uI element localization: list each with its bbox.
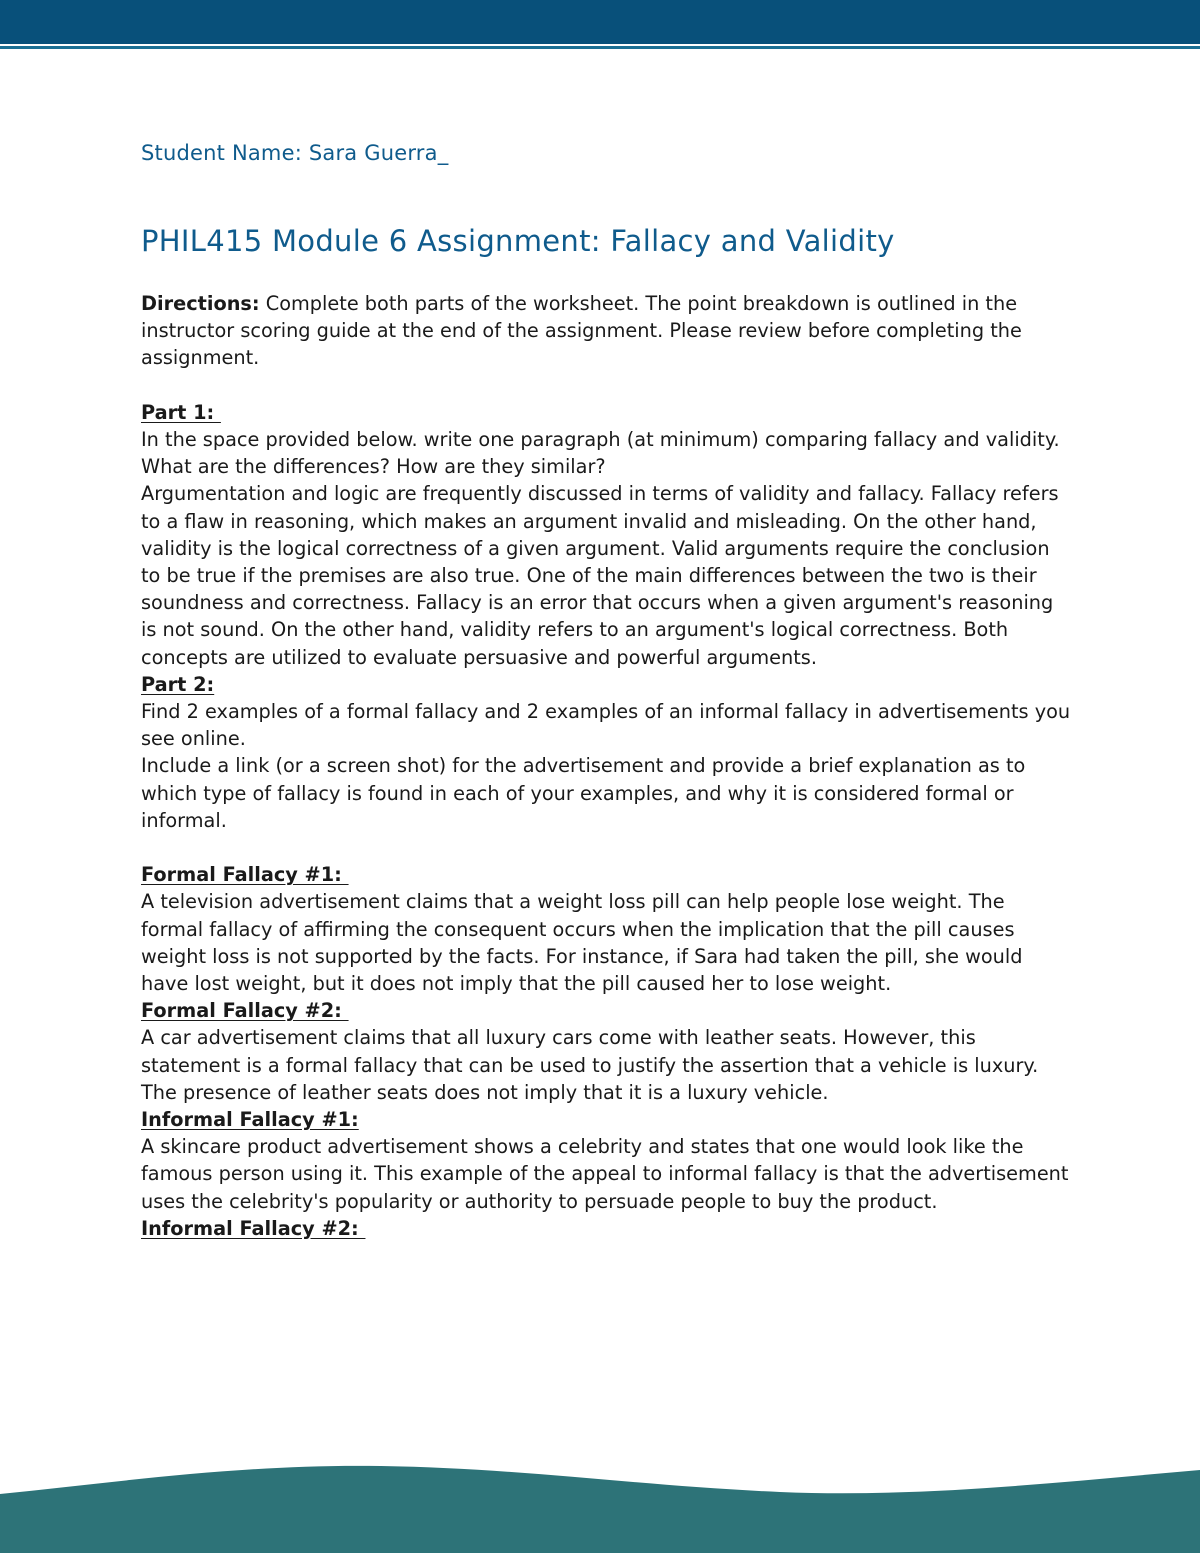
spacer <box>141 834 1071 861</box>
header-rule <box>0 46 1200 49</box>
part1-answer: Argumentation and logic are frequently discussed in terms of validity and fallacy. Fallacy refers to a flaw in reasoning, which makes an argument invalid and misleading. On the other hand, validity is the logical correctness of a given argument. Valid arguments require the conclusion to be true if the premises are also true. One of the main differences between the two is their soundness and correctness. Fallacy is an error that occurs when a given argument's reasoning is not sound. On the other hand, validity refers to an argument's logical correctness. Both concepts are utilized to evaluate persuasive and powerful arguments. <box>141 482 1059 669</box>
formal-fallacy-1-heading-line <box>141 861 1071 888</box>
student-name: Student Name: Sara Guerra_ <box>141 141 449 165</box>
informal-fallacy-2-heading-line <box>141 1215 1071 1242</box>
informal-fallacy-1-heading-line <box>141 1106 1071 1133</box>
header-band <box>0 0 1200 44</box>
directions-label: Directions: <box>141 292 260 315</box>
part2-heading-line <box>141 671 1071 698</box>
page-title: PHIL415 Module 6 Assignment: Fallacy and Validity <box>141 224 895 258</box>
formal-fallacy-2-heading: Formal Fallacy #2: <box>141 999 349 1023</box>
directions-text: Complete both parts of the worksheet. The point breakdown is outlined in the instructor scoring guide at the end of the assignment. Please review before completing the assignment. <box>141 292 1022 370</box>
directions-paragraph <box>141 290 1071 372</box>
informal-fallacy-2-heading: Informal Fallacy #2: <box>141 1216 366 1240</box>
footer-wave-shape <box>0 1466 1200 1553</box>
formal-fallacy-1-heading: Formal Fallacy #1: <box>141 863 349 887</box>
part2-prompt-2: Include a link (or a screen shot) for the advertisement and provide a brief explanation as to which type of fallacy is found in each of your examples, and why it is considered formal or informal. <box>141 754 1026 832</box>
footer-wave <box>0 1440 1200 1553</box>
informal-fallacy-1-text: A skincare product advertisement shows a celebrity and states that one would look like the famous person using it. This example of the appeal to informal fallacy is that the advertisement uses the celebrity's popularity or authority to persuade people to buy the product. <box>141 1135 1069 1213</box>
worksheet-text <box>141 290 1071 1242</box>
part1-heading-line <box>141 399 1071 426</box>
part1-heading: Part 1: <box>141 400 221 424</box>
part2-prompt-1: Find 2 examples of a formal fallacy and 2 examples of an informal fallacy in advertisements you see online. <box>141 700 1071 751</box>
spacer <box>141 372 1071 399</box>
formal-fallacy-1-text: A television advertisement claims that a weight loss pill can help people lose weight. The formal fallacy of affirming the consequent occurs when the implication that the pill causes weight loss is not supported by the facts. For instance, if Sara had taken the pill, she would have lost weight, but it does not imply that the pill caused her to lose weight. <box>141 890 1023 996</box>
part2-heading: Part 2: <box>141 672 215 696</box>
part1-prompt: In the space provided below. write one paragraph (at minimum) comparing fallacy and validity. What are the differences? How are they similar? <box>141 428 1060 479</box>
formal-fallacy-2-heading-line <box>141 997 1071 1024</box>
informal-fallacy-1-heading: Informal Fallacy #1: <box>141 1108 359 1132</box>
formal-fallacy-2-text: A car advertisement claims that all luxury cars come with leather seats. However, this statement is a formal fallacy that can be used to justify the assertion that a vehicle is luxury. The presence of leather seats does not imply that it is a luxury vehicle. <box>141 1026 1039 1104</box>
